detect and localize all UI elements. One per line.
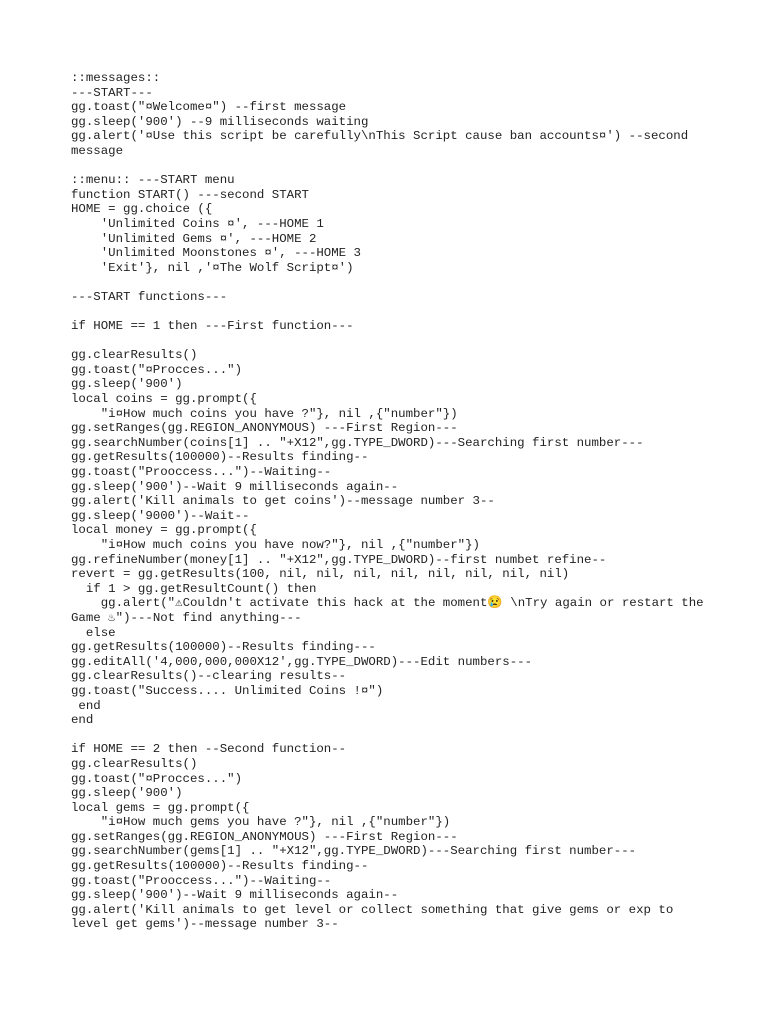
code-line: HOME = gg.choice ({ (71, 202, 213, 217)
code-line: if HOME == 1 then ---First function--- (71, 319, 354, 334)
code-line: gg.sleep('900')--Wait 9 milliseconds again-- (71, 479, 399, 494)
code-line: if HOME == 2 then --Second function-- (71, 742, 347, 757)
code-line: gg.editAll('4,000,000,000X12',gg.TYPE_DWORD)---Edit numbers--- (71, 654, 533, 669)
code-line: local coins = gg.prompt({ (71, 392, 257, 407)
code-line: gg.toast("¤Welcome¤") --first message (71, 100, 347, 115)
code-line: gg.setRanges(gg.REGION_ANONYMOUS) ---First Region--- (71, 421, 458, 436)
code-line: ::menu:: ---START menu (71, 173, 235, 188)
blank-line (71, 305, 711, 320)
code-line: ::messages:: (71, 71, 161, 85)
code-line: 'Unlimited Moonstones ¤', ---HOME 3 (71, 246, 361, 261)
code-line: 'Unlimited Coins ¤', ---HOME 1 (71, 216, 324, 231)
code-line: "i¤How much coins you have ?"}, nil ,{"number"}) (71, 406, 458, 421)
blank-line (71, 334, 711, 349)
code-line: ---START functions--- (71, 289, 228, 304)
code-line: gg.searchNumber(gems[1] .. "+X12",gg.TYPE_DWORD)---Searching first number--- (71, 844, 637, 859)
code-line: ---START--- (71, 85, 153, 100)
code-line: gg.getResults(100000)--Results finding-- (71, 859, 369, 874)
code-line: gg.alert('Kill animals to get level or collect something that give gems or exp to level get gems')--message number 3-- (71, 902, 681, 932)
code-line: gg.alert("⚠Couldn't activate this hack at the moment😢 \nTry again or restart the Game ♨")---Not find anything--- (71, 596, 712, 625)
code-line: if 1 > gg.getResultCount() then (71, 581, 317, 596)
code-line: function START() ---second START (71, 187, 309, 202)
code-line: gg.sleep('900') (71, 377, 183, 392)
code-line: local money = gg.prompt({ (71, 523, 257, 538)
code-line: gg.toast("Prooccess...")--Waiting-- (71, 873, 332, 888)
code-line: "i¤How much coins you have now?"}, nil ,{"number"}) (71, 538, 480, 552)
code-line: 'Unlimited Gems ¤', ---HOME 2 (71, 231, 317, 246)
code-line: gg.toast("Prooccess...")--Waiting-- (71, 465, 332, 480)
code-line: gg.clearResults()--clearing results-- (71, 669, 347, 684)
script-code-block (71, 71, 711, 932)
code-line: gg.searchNumber(coins[1] .. "+X12",gg.TYPE_DWORD)---Searching first number--- (71, 435, 644, 450)
code-line: end (71, 713, 94, 728)
code-line: gg.alert('¤Use this script be carefully\nThis Script cause ban accounts¤') --second message (71, 129, 696, 158)
code-line: gg.clearResults() (71, 348, 198, 363)
code-line: else (71, 625, 116, 640)
blank-line (71, 728, 711, 743)
code-line: gg.sleep('900') (71, 786, 183, 801)
code-line: gg.sleep('900') --9 milliseconds waiting (71, 114, 369, 129)
code-line: revert = gg.getResults(100, nil, nil, nil, nil, nil, nil, nil, nil) (71, 567, 570, 582)
code-line: gg.refineNumber(money[1] .. "+X12",gg.TYPE_DWORD)--first numbet refine-- (71, 552, 607, 567)
code-line: gg.getResults(100000)--Results finding--- (71, 640, 376, 655)
code-line: gg.toast("Success.... Unlimited Coins !¤") (71, 683, 384, 698)
code-line: 'Exit'}, nil ,'¤The Wolf Script¤') (71, 260, 354, 275)
code-line: gg.toast("¤Procces...") (71, 771, 243, 786)
code-line: local gems = gg.prompt({ (71, 800, 250, 815)
code-line: gg.clearResults() (71, 756, 198, 771)
code-line: end (71, 698, 101, 713)
blank-line (71, 275, 711, 290)
code-line: "i¤How much gems you have ?"}, nil ,{"number"}) (71, 815, 451, 830)
code-line: gg.toast("¤Procces...") (71, 362, 243, 377)
code-line: gg.setRanges(gg.REGION_ANONYMOUS) ---First Region--- (71, 829, 458, 844)
code-line: gg.sleep('900')--Wait 9 milliseconds again-- (71, 888, 399, 903)
code-line: gg.getResults(100000)--Results finding-- (71, 450, 369, 465)
code-line: gg.sleep('9000')--Wait-- (71, 508, 250, 523)
code-line: gg.alert('Kill animals to get coins')--message number 3-- (71, 494, 495, 509)
blank-line (71, 159, 711, 174)
